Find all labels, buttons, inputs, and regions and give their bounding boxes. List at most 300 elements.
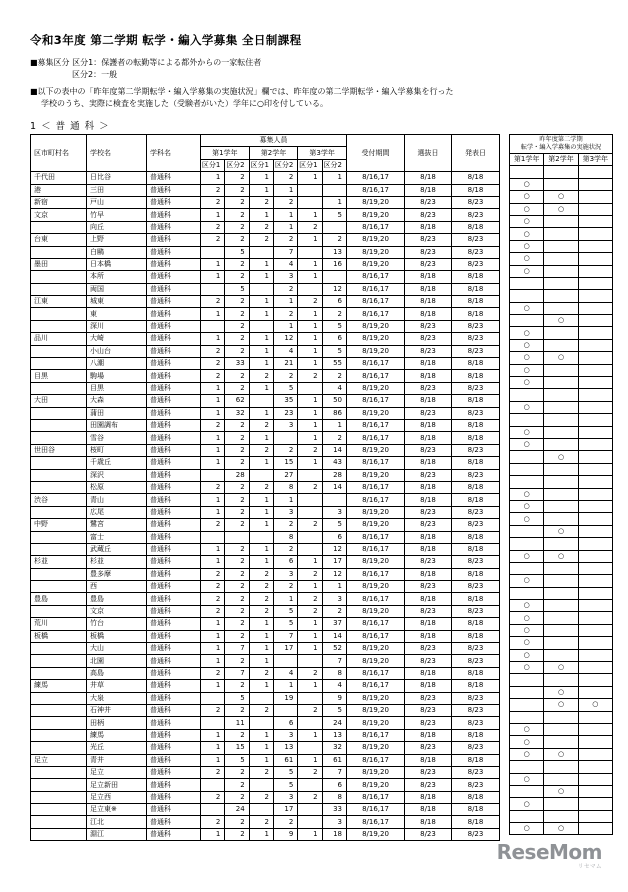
cell-grade1-div1: 1 xyxy=(201,209,225,221)
cell-status-grade3 xyxy=(578,711,612,723)
cell-grade3-div1 xyxy=(298,196,322,208)
cell-grade1-div1: 1 xyxy=(201,543,225,555)
cell-grade1-div2: 2 xyxy=(225,494,249,506)
cell-grade3-div2 xyxy=(322,271,346,283)
cell-ward: 港 xyxy=(31,184,87,196)
table-row xyxy=(31,531,500,543)
watermark xyxy=(497,840,602,870)
cell-grade2-div2: 12 xyxy=(273,333,297,345)
cell-announce: 8/18 xyxy=(452,630,500,642)
cell-status-grade1 xyxy=(510,451,544,463)
side-header-row-1 xyxy=(510,135,613,154)
cell-school: 板橋 xyxy=(87,630,147,642)
cell-grade3-div2: 5 xyxy=(322,345,346,357)
cell-school: 富士 xyxy=(87,531,147,543)
cell-school: 高島 xyxy=(87,667,147,679)
side-header-line-1: 昨年度第二学期 xyxy=(539,136,583,144)
cell-grade2-div1: 2 xyxy=(249,581,273,593)
cell-status-grade3 xyxy=(578,674,612,686)
note-bullet-1: ■募集区分 区分1：保護者の転勤等による都外からの一家転住者 xyxy=(30,58,262,67)
cell-status-grade3 xyxy=(578,215,612,227)
table-row xyxy=(31,543,500,555)
cell-status-grade2 xyxy=(544,414,578,426)
col-header-grade3: 第3学年 xyxy=(298,147,347,159)
cell-course: 普通科 xyxy=(147,531,201,543)
cell-grade3-div2: 13 xyxy=(322,246,346,258)
side-table-row xyxy=(510,426,613,438)
cell-status-grade2: ○ xyxy=(544,315,578,327)
cell-grade1-div2: 2 xyxy=(225,432,249,444)
cell-reception: 8/16,17 xyxy=(347,804,405,816)
cell-course: 普通科 xyxy=(147,320,201,332)
cell-school: 松原 xyxy=(87,481,147,493)
cell-reception: 8/16,17 xyxy=(347,791,405,803)
side-table-row xyxy=(510,637,613,649)
cell-grade1-div2: 2 xyxy=(225,457,249,469)
cell-status-grade2 xyxy=(544,711,578,723)
cell-status-grade3 xyxy=(578,723,612,735)
cell-selection: 8/18 xyxy=(405,395,452,407)
cell-grade1-div1: 2 xyxy=(201,221,225,233)
cell-status-grade3 xyxy=(578,637,612,649)
cell-grade2-div1: 2 xyxy=(249,419,273,431)
cell-reception: 8/16,17 xyxy=(347,370,405,382)
cell-grade2-div1: 1 xyxy=(249,729,273,741)
cell-announce: 8/23 xyxy=(452,258,500,270)
cell-status-grade2 xyxy=(544,327,578,339)
cell-grade2-div2: 6 xyxy=(273,556,297,568)
cell-announce: 8/23 xyxy=(452,779,500,791)
cell-school: 千歳丘 xyxy=(87,457,147,469)
cell-grade1-div2: 11 xyxy=(225,717,249,729)
cell-ward xyxy=(31,531,87,543)
cell-announce: 8/18 xyxy=(452,481,500,493)
cell-grade2-div1: 1 xyxy=(249,494,273,506)
cell-school: 三田 xyxy=(87,184,147,196)
cell-school: 本所 xyxy=(87,271,147,283)
cell-grade1-div2: 2 xyxy=(225,519,249,531)
cell-ward xyxy=(31,432,87,444)
cell-status-grade1: ○ xyxy=(510,662,544,674)
cell-grade3-div2: 18 xyxy=(322,828,346,840)
cell-selection: 8/23 xyxy=(405,742,452,754)
cell-grade1-div1: 1 xyxy=(201,506,225,518)
cell-grade2-div2: 2 xyxy=(273,543,297,555)
cell-grade2-div1: 1 xyxy=(249,506,273,518)
cell-status-grade1: ○ xyxy=(510,240,544,252)
table-row xyxy=(31,717,500,729)
cell-grade1-div2: 2 xyxy=(225,221,249,233)
cell-grade1-div1: 2 xyxy=(201,568,225,580)
cell-announce: 8/18 xyxy=(452,804,500,816)
cell-grade1-div1: 1 xyxy=(201,494,225,506)
cell-ward: 千代田 xyxy=(31,172,87,184)
table-row xyxy=(31,804,500,816)
table-row xyxy=(31,333,500,345)
cell-grade1-div1: 2 xyxy=(201,370,225,382)
cell-status-grade2 xyxy=(544,587,578,599)
cell-reception: 8/19,20 xyxy=(347,704,405,716)
cell-status-grade2 xyxy=(544,339,578,351)
table-row xyxy=(31,593,500,605)
cell-status-grade2 xyxy=(544,575,578,587)
cell-grade2-div1: 1 xyxy=(249,296,273,308)
cell-status-grade1: ○ xyxy=(510,798,544,810)
cell-course: 普通科 xyxy=(147,345,201,357)
cell-grade1-div2: 2 xyxy=(225,320,249,332)
cell-grade2-div1: 1 xyxy=(249,630,273,642)
cell-selection: 8/23 xyxy=(405,345,452,357)
cell-grade3-div2: 37 xyxy=(322,618,346,630)
cell-school: 江北 xyxy=(87,816,147,828)
cell-selection: 8/18 xyxy=(405,618,452,630)
cell-course: 普通科 xyxy=(147,556,201,568)
cell-status-grade2 xyxy=(544,674,578,686)
cell-selection: 8/23 xyxy=(405,717,452,729)
cell-grade3-div2: 24 xyxy=(322,717,346,729)
cell-grade3-div2: 9 xyxy=(322,692,346,704)
cell-grade1-div2: 2 xyxy=(225,605,249,617)
table-row xyxy=(31,791,500,803)
side-table-row xyxy=(510,191,613,203)
side-table-row xyxy=(510,711,613,723)
col-header-course: 学科名 xyxy=(147,135,201,172)
cell-school: 北園 xyxy=(87,655,147,667)
cell-announce: 8/18 xyxy=(452,680,500,692)
cell-grade3-div2: 6 xyxy=(322,531,346,543)
table-row xyxy=(31,704,500,716)
cell-grade2-div2: 4 xyxy=(273,667,297,679)
side-header-line-2: 転学・編入学募集の実施状況 xyxy=(520,144,602,151)
cell-ward xyxy=(31,704,87,716)
cell-status-grade2: ○ xyxy=(544,525,578,537)
cell-ward xyxy=(31,382,87,394)
cell-grade2-div2: 3 xyxy=(273,506,297,518)
cell-grade1-div2: 2 xyxy=(225,828,249,840)
cell-status-grade3 xyxy=(578,761,612,773)
cell-grade2-div1: 1 xyxy=(249,556,273,568)
cell-reception: 8/19,20 xyxy=(347,779,405,791)
cell-grade1-div2: 2 xyxy=(225,729,249,741)
cell-reception: 8/19,20 xyxy=(347,556,405,568)
table-row xyxy=(31,481,500,493)
note-bullet-1-continued: 区分2：一般 xyxy=(72,69,118,79)
cell-ward xyxy=(31,816,87,828)
cell-reception: 8/16,17 xyxy=(347,184,405,196)
table-row xyxy=(31,506,500,518)
cell-ward xyxy=(31,320,87,332)
cell-grade3-div1: 2 xyxy=(298,370,322,382)
cell-selection: 8/23 xyxy=(405,506,452,518)
side-table-body xyxy=(510,166,613,835)
cell-grade1-div2: 2 xyxy=(225,543,249,555)
cell-grade3-div1: 2 xyxy=(298,568,322,580)
cell-announce: 8/23 xyxy=(452,246,500,258)
cell-selection: 8/23 xyxy=(405,234,452,246)
cell-course: 普通科 xyxy=(147,258,201,270)
cell-status-grade2: ○ xyxy=(544,748,578,760)
cell-status-grade2 xyxy=(544,488,578,500)
cell-reception: 8/19,20 xyxy=(347,717,405,729)
col-header-grade2: 第2学年 xyxy=(249,147,298,159)
cell-ward xyxy=(31,283,87,295)
cell-status-grade3 xyxy=(578,513,612,525)
cell-grade2-div2: 5 xyxy=(273,605,297,617)
cell-grade2-div1: 1 xyxy=(249,382,273,394)
cell-grade3-div2: 2 xyxy=(322,432,346,444)
cell-selection: 8/23 xyxy=(405,556,452,568)
cell-grade1-div2: 7 xyxy=(225,667,249,679)
cell-grade2-div1: 2 xyxy=(249,791,273,803)
cell-grade3-div1: 1 xyxy=(298,754,322,766)
cell-grade3-div1: 2 xyxy=(298,519,322,531)
cell-status-grade2 xyxy=(544,612,578,624)
cell-grade2-div2: 2 xyxy=(273,234,297,246)
side-table-row xyxy=(510,600,613,612)
cell-selection: 8/23 xyxy=(405,766,452,778)
cell-status-grade2 xyxy=(544,377,578,389)
cell-status-grade2 xyxy=(544,166,578,178)
cell-grade2-div1: 2 xyxy=(249,605,273,617)
cell-grade3-div1: 1 xyxy=(298,333,322,345)
cell-status-grade1 xyxy=(510,463,544,475)
side-table-row xyxy=(510,203,613,215)
cell-course: 普通科 xyxy=(147,358,201,370)
cell-status-grade1: ○ xyxy=(510,649,544,661)
side-table-row xyxy=(510,699,613,711)
cell-grade1-div2 xyxy=(225,531,249,543)
cell-grade2-div1: 1 xyxy=(249,519,273,531)
cell-grade3-div1 xyxy=(298,469,322,481)
cell-announce: 8/23 xyxy=(452,643,500,655)
cell-grade1-div1: 2 xyxy=(201,605,225,617)
cell-ward xyxy=(31,419,87,431)
cell-status-grade3 xyxy=(578,798,612,810)
side-table-row xyxy=(510,228,613,240)
cell-course: 普通科 xyxy=(147,828,201,840)
table-row xyxy=(31,444,500,456)
table-row xyxy=(31,308,500,320)
cell-grade2-div2: 23 xyxy=(273,407,297,419)
cell-status-grade1: ○ xyxy=(510,352,544,364)
cell-grade3-div2: 14 xyxy=(322,481,346,493)
cell-grade3-div2: 28 xyxy=(322,469,346,481)
cell-status-grade1: ○ xyxy=(510,327,544,339)
cell-course: 普通科 xyxy=(147,333,201,345)
cell-grade3-div2: 12 xyxy=(322,568,346,580)
cell-grade3-div2 xyxy=(322,184,346,196)
cell-status-grade2: ○ xyxy=(544,823,578,835)
col-header-grade1: 第1学年 xyxy=(201,147,250,159)
cell-selection: 8/23 xyxy=(405,246,452,258)
cell-ward: 大田 xyxy=(31,395,87,407)
cell-course: 普通科 xyxy=(147,742,201,754)
cell-ward xyxy=(31,469,87,481)
table-row xyxy=(31,234,500,246)
table-row xyxy=(31,568,500,580)
cell-grade3-div1 xyxy=(298,184,322,196)
cell-status-grade1 xyxy=(510,761,544,773)
cell-grade2-div2: 2 xyxy=(273,370,297,382)
cell-grade2-div1: 1 xyxy=(249,680,273,692)
cell-selection: 8/23 xyxy=(405,196,452,208)
cell-school: 深沢 xyxy=(87,469,147,481)
cell-announce: 8/23 xyxy=(452,382,500,394)
cell-grade1-div1: 2 xyxy=(201,481,225,493)
header-row-1 xyxy=(31,135,500,147)
cell-announce: 8/18 xyxy=(452,296,500,308)
cell-grade2-div1: 1 xyxy=(249,358,273,370)
cell-grade2-div2: 15 xyxy=(273,457,297,469)
side-col-header-title xyxy=(510,135,613,154)
table-row xyxy=(31,221,500,233)
cell-status-grade2 xyxy=(544,513,578,525)
table-row xyxy=(31,643,500,655)
cell-course: 普通科 xyxy=(147,692,201,704)
cell-grade2-div2: 4 xyxy=(273,258,297,270)
cell-grade1-div1: 1 xyxy=(201,742,225,754)
cell-grade2-div2: 35 xyxy=(273,395,297,407)
cell-reception: 8/16,17 xyxy=(347,667,405,679)
cell-status-grade2 xyxy=(544,500,578,512)
cell-announce: 8/18 xyxy=(452,568,500,580)
cell-grade2-div1: 1 xyxy=(249,742,273,754)
table-row xyxy=(31,729,500,741)
col-header-ward: 区市町村名 xyxy=(31,135,87,172)
table-row xyxy=(31,320,500,332)
section-label: 1 ＜ 普 通 科 ＞ xyxy=(30,121,110,132)
cell-grade1-div2: 2 xyxy=(225,419,249,431)
cell-announce: 8/23 xyxy=(452,704,500,716)
side-table-row xyxy=(510,562,613,574)
cell-grade2-div2: 7 xyxy=(273,630,297,642)
cell-school: 豊多摩 xyxy=(87,568,147,580)
cell-school: 東 xyxy=(87,308,147,320)
cell-grade3-div2: 3 xyxy=(322,506,346,518)
cell-status-grade2 xyxy=(544,600,578,612)
cell-grade2-div2: 1 xyxy=(273,593,297,605)
cell-status-grade3 xyxy=(578,240,612,252)
cell-course: 普通科 xyxy=(147,779,201,791)
cell-grade2-div1 xyxy=(249,320,273,332)
side-table-row xyxy=(510,488,613,500)
cell-grade1-div1: 2 xyxy=(201,519,225,531)
cell-reception: 8/19,20 xyxy=(347,234,405,246)
cell-ward xyxy=(31,568,87,580)
cell-reception: 8/16,17 xyxy=(347,816,405,828)
cell-course: 普通科 xyxy=(147,444,201,456)
cell-announce: 8/23 xyxy=(452,345,500,357)
cell-grade2-div1: 1 xyxy=(249,172,273,184)
cell-grade3-div2: 50 xyxy=(322,395,346,407)
cell-grade1-div1: 1 xyxy=(201,271,225,283)
col-header-announce: 発表日 xyxy=(452,135,500,172)
cell-grade2-div2: 1 xyxy=(273,680,297,692)
cell-grade1-div2: 5 xyxy=(225,246,249,258)
cell-grade2-div2: 1 xyxy=(273,494,297,506)
cell-ward: 中野 xyxy=(31,519,87,531)
cell-announce: 8/18 xyxy=(452,271,500,283)
cell-grade1-div1 xyxy=(201,320,225,332)
cell-course: 普通科 xyxy=(147,184,201,196)
cell-grade2-div2: 1 xyxy=(273,296,297,308)
cell-grade2-div1: 1 xyxy=(249,643,273,655)
cell-course: 普通科 xyxy=(147,407,201,419)
cell-school: 足立 xyxy=(87,766,147,778)
cell-grade2-div2: 2 xyxy=(273,444,297,456)
cell-course: 普通科 xyxy=(147,172,201,184)
cell-grade2-div1: 1 xyxy=(249,209,273,221)
cell-grade3-div2: 7 xyxy=(322,766,346,778)
cell-status-grade1: ○ xyxy=(510,513,544,525)
cell-ward xyxy=(31,308,87,320)
side-table-row xyxy=(510,389,613,401)
cell-grade1-div1: 1 xyxy=(201,172,225,184)
cell-status-grade2 xyxy=(544,277,578,289)
cell-reception: 8/19,20 xyxy=(347,581,405,593)
cell-course: 普通科 xyxy=(147,432,201,444)
cell-status-grade1 xyxy=(510,810,544,822)
cell-status-grade1 xyxy=(510,686,544,698)
cell-grade1-div1: 1 xyxy=(201,395,225,407)
cell-grade2-div1: 1 xyxy=(249,407,273,419)
cell-course: 普通科 xyxy=(147,766,201,778)
cell-course: 普通科 xyxy=(147,791,201,803)
watermark-subtitle: リセマム xyxy=(578,864,602,870)
table-row xyxy=(31,457,500,469)
cell-ward xyxy=(31,407,87,419)
cell-status-grade3: ○ xyxy=(578,699,612,711)
side-table-row xyxy=(510,476,613,488)
cell-ward: 豊島 xyxy=(31,593,87,605)
cell-announce: 8/18 xyxy=(452,370,500,382)
cell-announce: 8/23 xyxy=(452,506,500,518)
cell-grade1-div1: 1 xyxy=(201,308,225,320)
cell-course: 普通科 xyxy=(147,234,201,246)
cell-grade1-div2: 2 xyxy=(225,680,249,692)
cell-status-grade2 xyxy=(544,364,578,376)
cell-grade3-div1: 1 xyxy=(298,358,322,370)
table-row xyxy=(31,469,500,481)
side-col-header-grade1: 第1学年 xyxy=(510,154,544,166)
cell-grade1-div1: 1 xyxy=(201,618,225,630)
table-row xyxy=(31,283,500,295)
cell-grade1-div1: 1 xyxy=(201,680,225,692)
cell-school: 両国 xyxy=(87,283,147,295)
side-table-row xyxy=(510,798,613,810)
side-table-row xyxy=(510,748,613,760)
cell-ward xyxy=(31,643,87,655)
side-table-row xyxy=(510,674,613,686)
col-header-grade2-div1: 区分1 xyxy=(249,159,273,171)
cell-school: 日比谷 xyxy=(87,172,147,184)
cell-grade1-div1: 1 xyxy=(201,630,225,642)
cell-grade2-div1: 2 xyxy=(249,221,273,233)
cell-announce: 8/18 xyxy=(452,729,500,741)
cell-selection: 8/23 xyxy=(405,692,452,704)
cell-status-grade2 xyxy=(544,240,578,252)
cell-selection: 8/23 xyxy=(405,605,452,617)
cell-status-grade1: ○ xyxy=(510,265,544,277)
cell-selection: 8/23 xyxy=(405,655,452,667)
cell-grade2-div1: 1 xyxy=(249,258,273,270)
cell-course: 普通科 xyxy=(147,395,201,407)
cell-selection: 8/18 xyxy=(405,494,452,506)
cell-course: 普通科 xyxy=(147,370,201,382)
col-header-grade1-div1: 区分1 xyxy=(201,159,225,171)
cell-reception: 8/16,17 xyxy=(347,419,405,431)
cell-grade3-div2: 43 xyxy=(322,457,346,469)
